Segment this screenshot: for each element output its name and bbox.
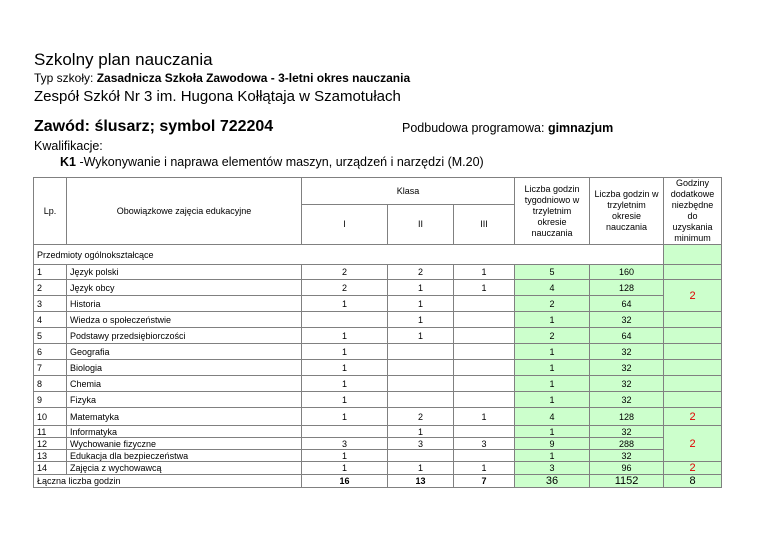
row-subject: Fizyka <box>67 392 302 408</box>
row-class-2 <box>388 360 454 376</box>
row-extra <box>664 376 722 392</box>
table-row <box>34 312 722 328</box>
total-weekly: 36 <box>515 475 590 488</box>
row-lp: 4 <box>34 312 67 328</box>
row-subject: Biologia <box>67 360 302 376</box>
extra-hours-d: 2 <box>664 462 722 475</box>
row-lp: 2 <box>34 280 67 296</box>
row-lp: 10 <box>34 408 67 426</box>
row-weekly: 1 <box>515 392 590 408</box>
row-class-2: 2 <box>388 265 454 280</box>
table-row <box>34 438 722 450</box>
row-lp: 6 <box>34 344 67 360</box>
row-lp: 9 <box>34 392 67 408</box>
row-class-1: 1 <box>302 360 388 376</box>
row-extra <box>664 344 722 360</box>
row-weekly: 1 <box>515 344 590 360</box>
col-klasa: Klasa <box>302 178 515 205</box>
table-row <box>34 265 722 280</box>
row-subject: Wychowanie fizyczne <box>67 438 302 450</box>
row-class-3 <box>454 296 515 312</box>
row-class-2: 1 <box>388 328 454 344</box>
col-subject: Obowiązkowe zajęcia edukacyjne <box>67 178 302 245</box>
extra-hours-a: 2 <box>664 280 722 312</box>
row-hours: 288 <box>590 438 664 450</box>
row-class-2 <box>388 376 454 392</box>
row-lp: 14 <box>34 462 67 475</box>
row-class-1: 1 <box>302 328 388 344</box>
col-weekly: Liczba godzin tygodniowo w trzyletnim okresie nauczania <box>515 178 590 245</box>
table-row <box>34 360 722 376</box>
qualification-code: K1 <box>60 155 76 169</box>
row-weekly: 5 <box>515 265 590 280</box>
row-class-1: 1 <box>302 296 388 312</box>
row-subject: Język obcy <box>67 280 302 296</box>
table-row <box>34 426 722 438</box>
row-class-2 <box>388 344 454 360</box>
row-weekly: 1 <box>515 426 590 438</box>
table-row <box>34 450 722 462</box>
row-subject: Podstawy przedsiębiorczości <box>67 328 302 344</box>
row-class-3 <box>454 376 515 392</box>
row-weekly: 2 <box>515 328 590 344</box>
row-class-2: 1 <box>388 280 454 296</box>
row-class-3 <box>454 360 515 376</box>
row-subject: Informatyka <box>67 426 302 438</box>
row-class-3 <box>454 312 515 328</box>
row-hours: 32 <box>590 426 664 438</box>
curriculum-table <box>33 177 722 488</box>
extra-hours-c: 2 <box>664 426 722 462</box>
row-extra <box>664 360 722 376</box>
row-hours: 128 <box>590 280 664 296</box>
table-row <box>34 462 722 475</box>
row-hours: 32 <box>590 312 664 328</box>
row-class-1: 1 <box>302 392 388 408</box>
row-class-2 <box>388 450 454 462</box>
row-extra <box>664 265 722 280</box>
row-hours: 96 <box>590 462 664 475</box>
row-class-1: 2 <box>302 265 388 280</box>
row-lp: 12 <box>34 438 67 450</box>
table-row <box>34 392 722 408</box>
row-class-1: 2 <box>302 280 388 296</box>
table-row <box>34 328 722 344</box>
table-row <box>34 376 722 392</box>
row-hours: 32 <box>590 360 664 376</box>
col-hours: Liczba godzin w trzyletnim okresie nauczania <box>590 178 664 245</box>
row-class-1: 3 <box>302 438 388 450</box>
row-class-2 <box>388 392 454 408</box>
school-type <box>34 71 410 85</box>
row-lp: 3 <box>34 296 67 312</box>
school-type-label: Typ szkoły: <box>34 71 94 85</box>
row-weekly: 1 <box>515 450 590 462</box>
row-class-1: 1 <box>302 462 388 475</box>
row-hours: 64 <box>590 296 664 312</box>
row-class-3 <box>454 426 515 438</box>
row-hours: 32 <box>590 450 664 462</box>
row-lp: 1 <box>34 265 67 280</box>
qualification-text: -Wykonywanie i naprawa elementów maszyn, urządzeń i narzędzi (M.20) <box>75 155 484 169</box>
total-class-3: 7 <box>454 475 515 488</box>
row-class-2: 1 <box>388 462 454 475</box>
row-subject: Wiedza o społeczeństwie <box>67 312 302 328</box>
row-hours: 128 <box>590 408 664 426</box>
row-hours: 32 <box>590 392 664 408</box>
row-class-1: 1 <box>302 344 388 360</box>
extra-hours-b: 2 <box>664 408 722 426</box>
col-extra: Godziny dodatkowe niezbędne do uzyskania minimum <box>664 178 722 245</box>
total-class-2: 13 <box>388 475 454 488</box>
row-subject: Zajęcia z wychowawcą <box>67 462 302 475</box>
program-base-value: gimnazjum <box>547 121 614 135</box>
total-row <box>34 475 722 488</box>
row-class-3: 1 <box>454 280 515 296</box>
table-row <box>34 408 722 426</box>
table-row <box>34 344 722 360</box>
row-hours: 160 <box>590 265 664 280</box>
row-class-3 <box>454 328 515 344</box>
school-name: Zespół Szkół Nr 3 im. Hugona Kołłątaja w Szamotułach <box>34 88 401 105</box>
col-class-1: I <box>302 205 388 245</box>
row-class-3: 1 <box>454 462 515 475</box>
row-weekly: 2 <box>515 296 590 312</box>
row-lp: 5 <box>34 328 67 344</box>
table-row <box>34 296 722 312</box>
total-label: Łączna liczba godzin <box>34 475 302 488</box>
row-lp: 7 <box>34 360 67 376</box>
row-hours: 32 <box>590 376 664 392</box>
row-subject: Edukacja dla bezpieczeństwa <box>67 450 302 462</box>
row-class-2: 1 <box>388 296 454 312</box>
row-hours: 32 <box>590 344 664 360</box>
row-class-1 <box>302 426 388 438</box>
page-title: Szkolny plan nauczania <box>34 50 213 69</box>
section-extra-cell <box>664 245 722 265</box>
row-weekly: 1 <box>515 312 590 328</box>
row-subject: Historia <box>67 296 302 312</box>
row-class-3: 1 <box>454 265 515 280</box>
col-class-3: III <box>454 205 515 245</box>
row-class-1: 1 <box>302 408 388 426</box>
row-class-3: 1 <box>454 408 515 426</box>
row-lp: 8 <box>34 376 67 392</box>
total-hours: 1152 <box>590 475 664 488</box>
row-class-3 <box>454 344 515 360</box>
row-weekly: 3 <box>515 462 590 475</box>
row-subject: Chemia <box>67 376 302 392</box>
row-subject: Matematyka <box>67 408 302 426</box>
row-extra <box>664 392 722 408</box>
qualification-k1 <box>60 155 484 169</box>
qualifications-label: Kwalifikacje: <box>34 139 103 153</box>
row-class-2: 1 <box>388 426 454 438</box>
program-base <box>402 121 613 135</box>
total-class-1: 16 <box>302 475 388 488</box>
row-lp: 13 <box>34 450 67 462</box>
row-class-2: 1 <box>388 312 454 328</box>
row-subject: Język polski <box>67 265 302 280</box>
row-class-3 <box>454 392 515 408</box>
row-extra <box>664 328 722 344</box>
row-class-2: 3 <box>388 438 454 450</box>
table-row <box>34 280 722 296</box>
row-class-1: 1 <box>302 450 388 462</box>
col-class-2: II <box>388 205 454 245</box>
col-lp: Lp. <box>34 178 67 245</box>
program-base-label: Podbudowa programowa: <box>402 121 545 135</box>
row-weekly: 4 <box>515 408 590 426</box>
row-weekly: 1 <box>515 376 590 392</box>
row-lp: 11 <box>34 426 67 438</box>
row-weekly: 1 <box>515 360 590 376</box>
section-general: Przedmioty ogólnokształcące <box>34 245 664 265</box>
row-class-1 <box>302 312 388 328</box>
row-subject: Geografia <box>67 344 302 360</box>
row-extra <box>664 312 722 328</box>
row-hours: 64 <box>590 328 664 344</box>
row-class-1: 1 <box>302 376 388 392</box>
school-type-value: Zasadnicza Szkoła Zawodowa - 3-letni okres nauczania <box>96 71 411 85</box>
profession: Zawód: ślusarz; symbol 722204 <box>34 118 274 135</box>
total-extra: 8 <box>664 475 722 488</box>
row-weekly: 9 <box>515 438 590 450</box>
row-class-2: 2 <box>388 408 454 426</box>
row-weekly: 4 <box>515 280 590 296</box>
row-class-3 <box>454 450 515 462</box>
row-class-3: 3 <box>454 438 515 450</box>
